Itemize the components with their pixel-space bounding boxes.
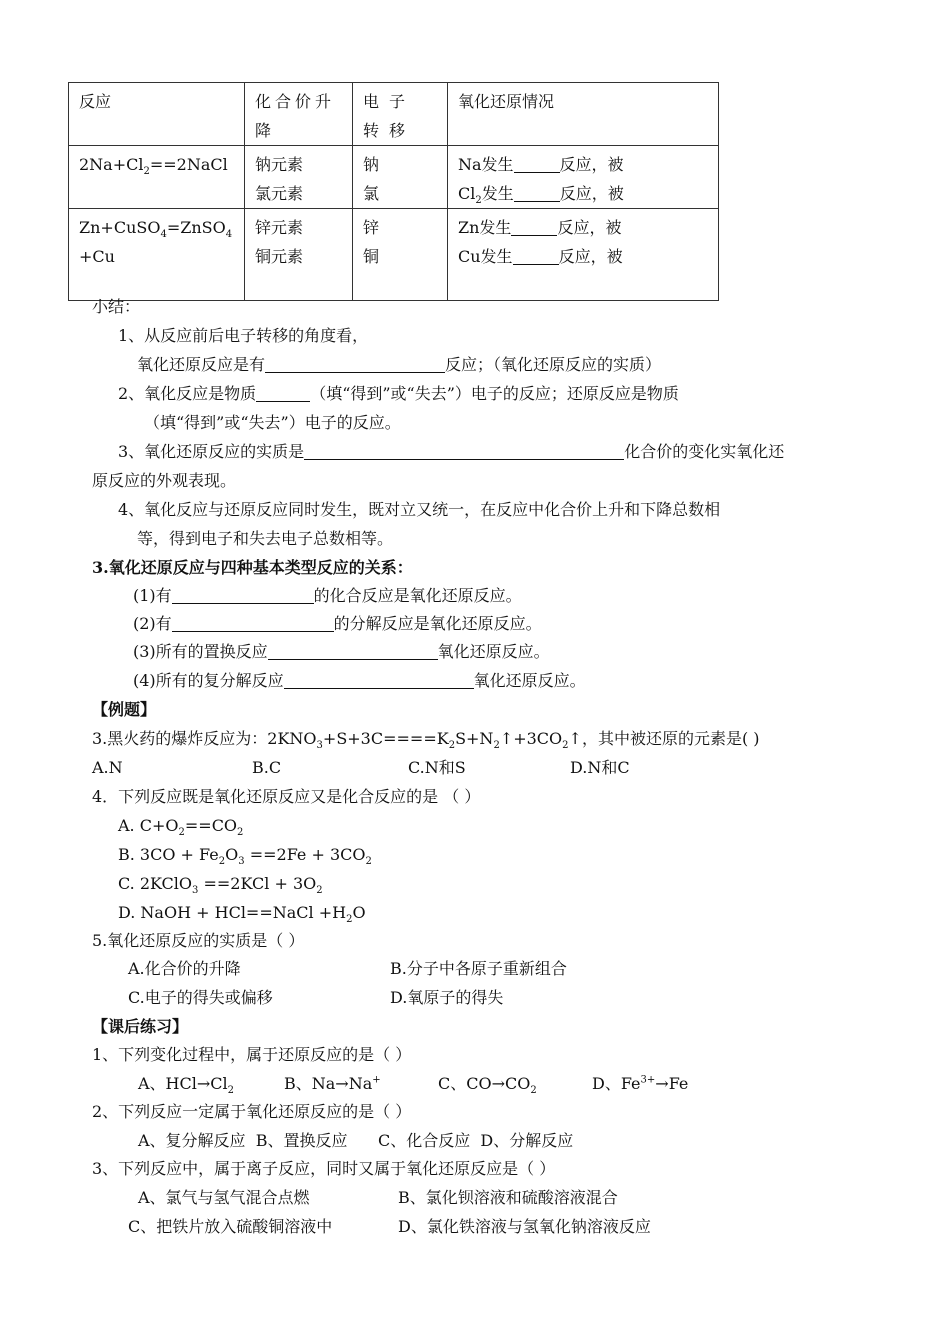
eq-part: =ZnSO	[166, 218, 226, 237]
section-text: 的分解反应是氧化还原反应。	[333, 614, 542, 633]
summary-text: 反应；（氧化还原反应的实质）	[445, 355, 662, 374]
summary-point-3-b: 原反应的外观表现。	[92, 471, 237, 490]
opt-sub: 2	[227, 1085, 235, 1097]
example-q3	[92, 728, 760, 750]
redox-line	[458, 242, 710, 271]
q-text: 3.黑火药的爆炸反应为：2KNO	[92, 729, 317, 748]
example-q3-option-a[interactable]: A.N	[92, 758, 123, 777]
valence-item: 锌元素	[255, 218, 304, 237]
practice-q3-option-d[interactable]: D、氯化铁溶液与氢氧化钠溶液反应	[398, 1217, 651, 1236]
valence-cell	[245, 209, 353, 301]
section-3-item-2	[133, 613, 542, 635]
opt-sub: 2	[316, 885, 323, 897]
opt-text: ==2KCl + 3O	[198, 874, 317, 893]
redox-text: 反应，被	[559, 155, 624, 174]
example-q5-option-a[interactable]: A.化合价的升降	[128, 959, 241, 978]
example-q4-option-d[interactable]	[118, 902, 366, 924]
header-electron	[353, 83, 448, 146]
opt-text: A. C+O	[118, 816, 179, 835]
opt-text: D、Fe	[592, 1074, 641, 1093]
summary-text: 3、氧化还原反应的实质是	[118, 442, 305, 461]
table-header-row	[69, 83, 719, 146]
summary-point-2	[118, 383, 679, 405]
table-row	[69, 146, 719, 209]
reaction-equation	[69, 146, 245, 209]
redox-cell	[448, 146, 719, 209]
section-3-title: 3.氧化还原反应与四种基本类型反应的关系：	[92, 558, 413, 577]
redox-cell	[448, 209, 719, 301]
eq-part: +Cu	[79, 247, 115, 266]
summary-text: 化合价的变化实氧化还	[624, 442, 785, 461]
reaction-table	[68, 82, 719, 301]
opt-text: ==2Fe + 3CO	[244, 845, 366, 864]
electron-item: 铜	[363, 247, 380, 266]
header-redox-label: 氧化还原情况	[458, 92, 555, 111]
summary-title: 小结：	[92, 297, 141, 316]
examples-title: 【例题】	[92, 700, 157, 719]
opt-sub: 3	[192, 885, 199, 897]
example-q3-option-d[interactable]: D.N和C	[570, 758, 630, 777]
section-text: (2)有	[133, 614, 172, 633]
electron-item: 锌	[363, 218, 380, 237]
fill-blank[interactable]	[172, 613, 334, 632]
header-reaction	[69, 83, 245, 146]
practice-q3-option-b[interactable]: B、氯化钡溶液和硫酸溶液混合	[398, 1188, 618, 1207]
fill-blank[interactable]	[172, 585, 314, 604]
electron-cell	[353, 209, 448, 301]
fill-blank[interactable]	[511, 217, 557, 236]
opt-sub: 2	[237, 827, 244, 839]
opt-sub: 2	[218, 856, 226, 868]
section-3-item-4	[133, 670, 586, 692]
q-text: +S+3C====K	[322, 729, 449, 748]
fill-blank[interactable]	[514, 154, 560, 173]
opt-text: D. NaOH + HCl==NaCl +H	[118, 903, 347, 922]
header-valence	[245, 83, 353, 146]
valence-item: 氯元素	[255, 184, 304, 203]
opt-text: O	[352, 903, 366, 922]
fill-blank[interactable]	[284, 670, 474, 689]
eq-sub: 2	[143, 166, 150, 178]
eq-part: Zn+CuSO	[79, 218, 161, 237]
header-redox	[448, 83, 719, 146]
practice-q2: 2、下列反应一定属于氧化还原反应的是（ ）	[92, 1102, 412, 1121]
example-q4-option-b[interactable]	[118, 844, 372, 866]
practice-q1-option-c[interactable]	[438, 1073, 537, 1095]
redox-text: 发生	[481, 184, 514, 203]
electron-item: 钠	[363, 155, 380, 174]
fill-blank[interactable]	[514, 183, 560, 202]
section-text: (3)所有的置换反应	[133, 642, 268, 661]
valence-item: 钠元素	[255, 155, 304, 174]
redox-text: Zn发生	[458, 218, 512, 237]
section-text: 的化合反应是氧化还原反应。	[313, 586, 522, 605]
q-sub: 3	[316, 740, 323, 752]
summary-point-3	[118, 441, 784, 463]
section-3-item-3	[133, 641, 550, 663]
q-sub: 2	[562, 740, 569, 752]
summary-point-4-b: 等，得到电子和失去电子总数相等。	[137, 529, 394, 548]
practice-q3: 3、下列反应中，属于离子反应，同时又属于氧化还原反应是（ ）	[92, 1159, 556, 1178]
example-q5-option-b[interactable]: B.分子中各原子重新组合	[390, 959, 567, 978]
redox-text: 反应，被	[557, 218, 622, 237]
redox-text: 反应，被	[558, 247, 623, 266]
q-text: ↑，其中被还原的元素是( )	[568, 729, 760, 748]
opt-sub: 2	[346, 914, 353, 926]
electron-cell	[353, 146, 448, 209]
q-text: ↑+3CO	[499, 729, 563, 748]
example-q5: 5.氧化还原反应的实质是（ ）	[92, 931, 305, 950]
opt-text: →Fe	[655, 1074, 689, 1093]
valence-cell	[245, 146, 353, 209]
eq-sub: 4	[225, 229, 233, 241]
example-q4: 4．下列反应既是氧化还原反应又是化合反应的是 （ ）	[92, 787, 481, 806]
header-electron-label: 电子转移	[363, 92, 416, 140]
eq-sub: 4	[160, 229, 167, 241]
redox-line	[458, 150, 710, 179]
redox-text: Cu发生	[458, 247, 513, 266]
eq-part: 2Na+Cl	[79, 155, 144, 174]
electron-item: 氯	[363, 184, 380, 203]
fill-blank[interactable]	[304, 441, 624, 460]
table-row	[69, 209, 719, 301]
practice-title: 【课后练习】	[92, 1017, 189, 1036]
fill-blank[interactable]	[256, 383, 310, 402]
eq-part: ==2NaCl	[149, 155, 228, 174]
section-text: (4)所有的复分解反应	[133, 671, 284, 690]
practice-q2-options[interactable]: A、复分解反应 B、置换反应 C、化合反应 D、分解反应	[138, 1131, 574, 1150]
example-q5-option-d[interactable]: D.氧原子的得失	[390, 988, 504, 1007]
redox-sub: 2	[475, 195, 482, 207]
opt-sub: 2	[178, 827, 185, 839]
summary-point-1: 1、从反应前后电子转移的角度看，	[118, 326, 369, 345]
summary-text: 2、氧化反应是物质	[118, 384, 257, 403]
reaction-equation	[69, 209, 245, 301]
summary-point-4: 4、氧化反应与还原反应同时发生，既对立又统一，在反应中化合价上升和下降总数相	[118, 500, 721, 519]
opt-text: C. 2KClO	[118, 874, 193, 893]
example-q4-option-a[interactable]	[118, 815, 243, 837]
practice-q1-option-d[interactable]	[592, 1073, 688, 1095]
practice-q1-option-b[interactable]	[284, 1073, 381, 1095]
opt-sub: 3	[238, 856, 245, 868]
redox-line	[458, 179, 710, 208]
example-q3-option-c[interactable]: C.N和S	[408, 758, 466, 777]
example-q5-option-c[interactable]: C.电子的得失或偏移	[128, 988, 273, 1007]
section-text: (1)有	[133, 586, 172, 605]
header-valence-label: 化合价升降	[255, 92, 336, 140]
example-q4-option-c[interactable]	[118, 873, 323, 895]
opt-text: B、Na→Na	[284, 1074, 373, 1093]
redox-text: 反应，被	[559, 184, 624, 203]
opt-sup: +	[372, 1074, 381, 1086]
opt-text: ==CO	[184, 816, 238, 835]
redox-line	[458, 213, 710, 242]
section-text: 氧化还原反应。	[473, 671, 586, 690]
q-text: S+N	[455, 729, 494, 748]
summary-point-1-b	[137, 354, 661, 376]
q-sub: 2	[448, 740, 456, 752]
summary-text: （填“得到”或“失去”）电子的反应；还原反应是物质	[310, 384, 679, 403]
summary-point-2-b: （填“得到”或“失去”）电子的反应。	[144, 413, 401, 432]
opt-sup: 3+	[640, 1074, 656, 1086]
opt-text: O	[225, 845, 239, 864]
redox-text: Cl	[458, 184, 476, 203]
fill-blank[interactable]	[268, 641, 438, 660]
opt-text: B. 3CO + Fe	[118, 845, 219, 864]
valence-item: 铜元素	[255, 247, 304, 266]
opt-sub: 2	[365, 856, 372, 868]
section-text: 氧化还原反应。	[437, 642, 550, 661]
header-reaction-label: 反应	[79, 92, 112, 111]
redox-text: Na发生	[458, 155, 514, 174]
opt-text: A、HCl→Cl	[138, 1074, 228, 1093]
practice-q3-option-a[interactable]: A、氯气与氢气混合点燃	[138, 1188, 310, 1207]
practice-q1: 1、下列变化过程中，属于还原反应的是（ ）	[92, 1045, 412, 1064]
section-3-item-1	[133, 585, 522, 607]
example-q3-option-b[interactable]: B.C	[252, 758, 282, 777]
fill-blank[interactable]	[265, 354, 445, 373]
practice-q3-option-c[interactable]: C、把铁片放入硫酸铜溶液中	[128, 1217, 333, 1236]
practice-q1-option-a[interactable]	[138, 1073, 234, 1095]
summary-text: 氧化还原反应是有	[137, 355, 266, 374]
q-sub: 2	[493, 740, 500, 752]
fill-blank[interactable]	[513, 246, 559, 265]
opt-text: C、CO→CO	[438, 1074, 531, 1093]
opt-sub: 2	[530, 1085, 537, 1097]
